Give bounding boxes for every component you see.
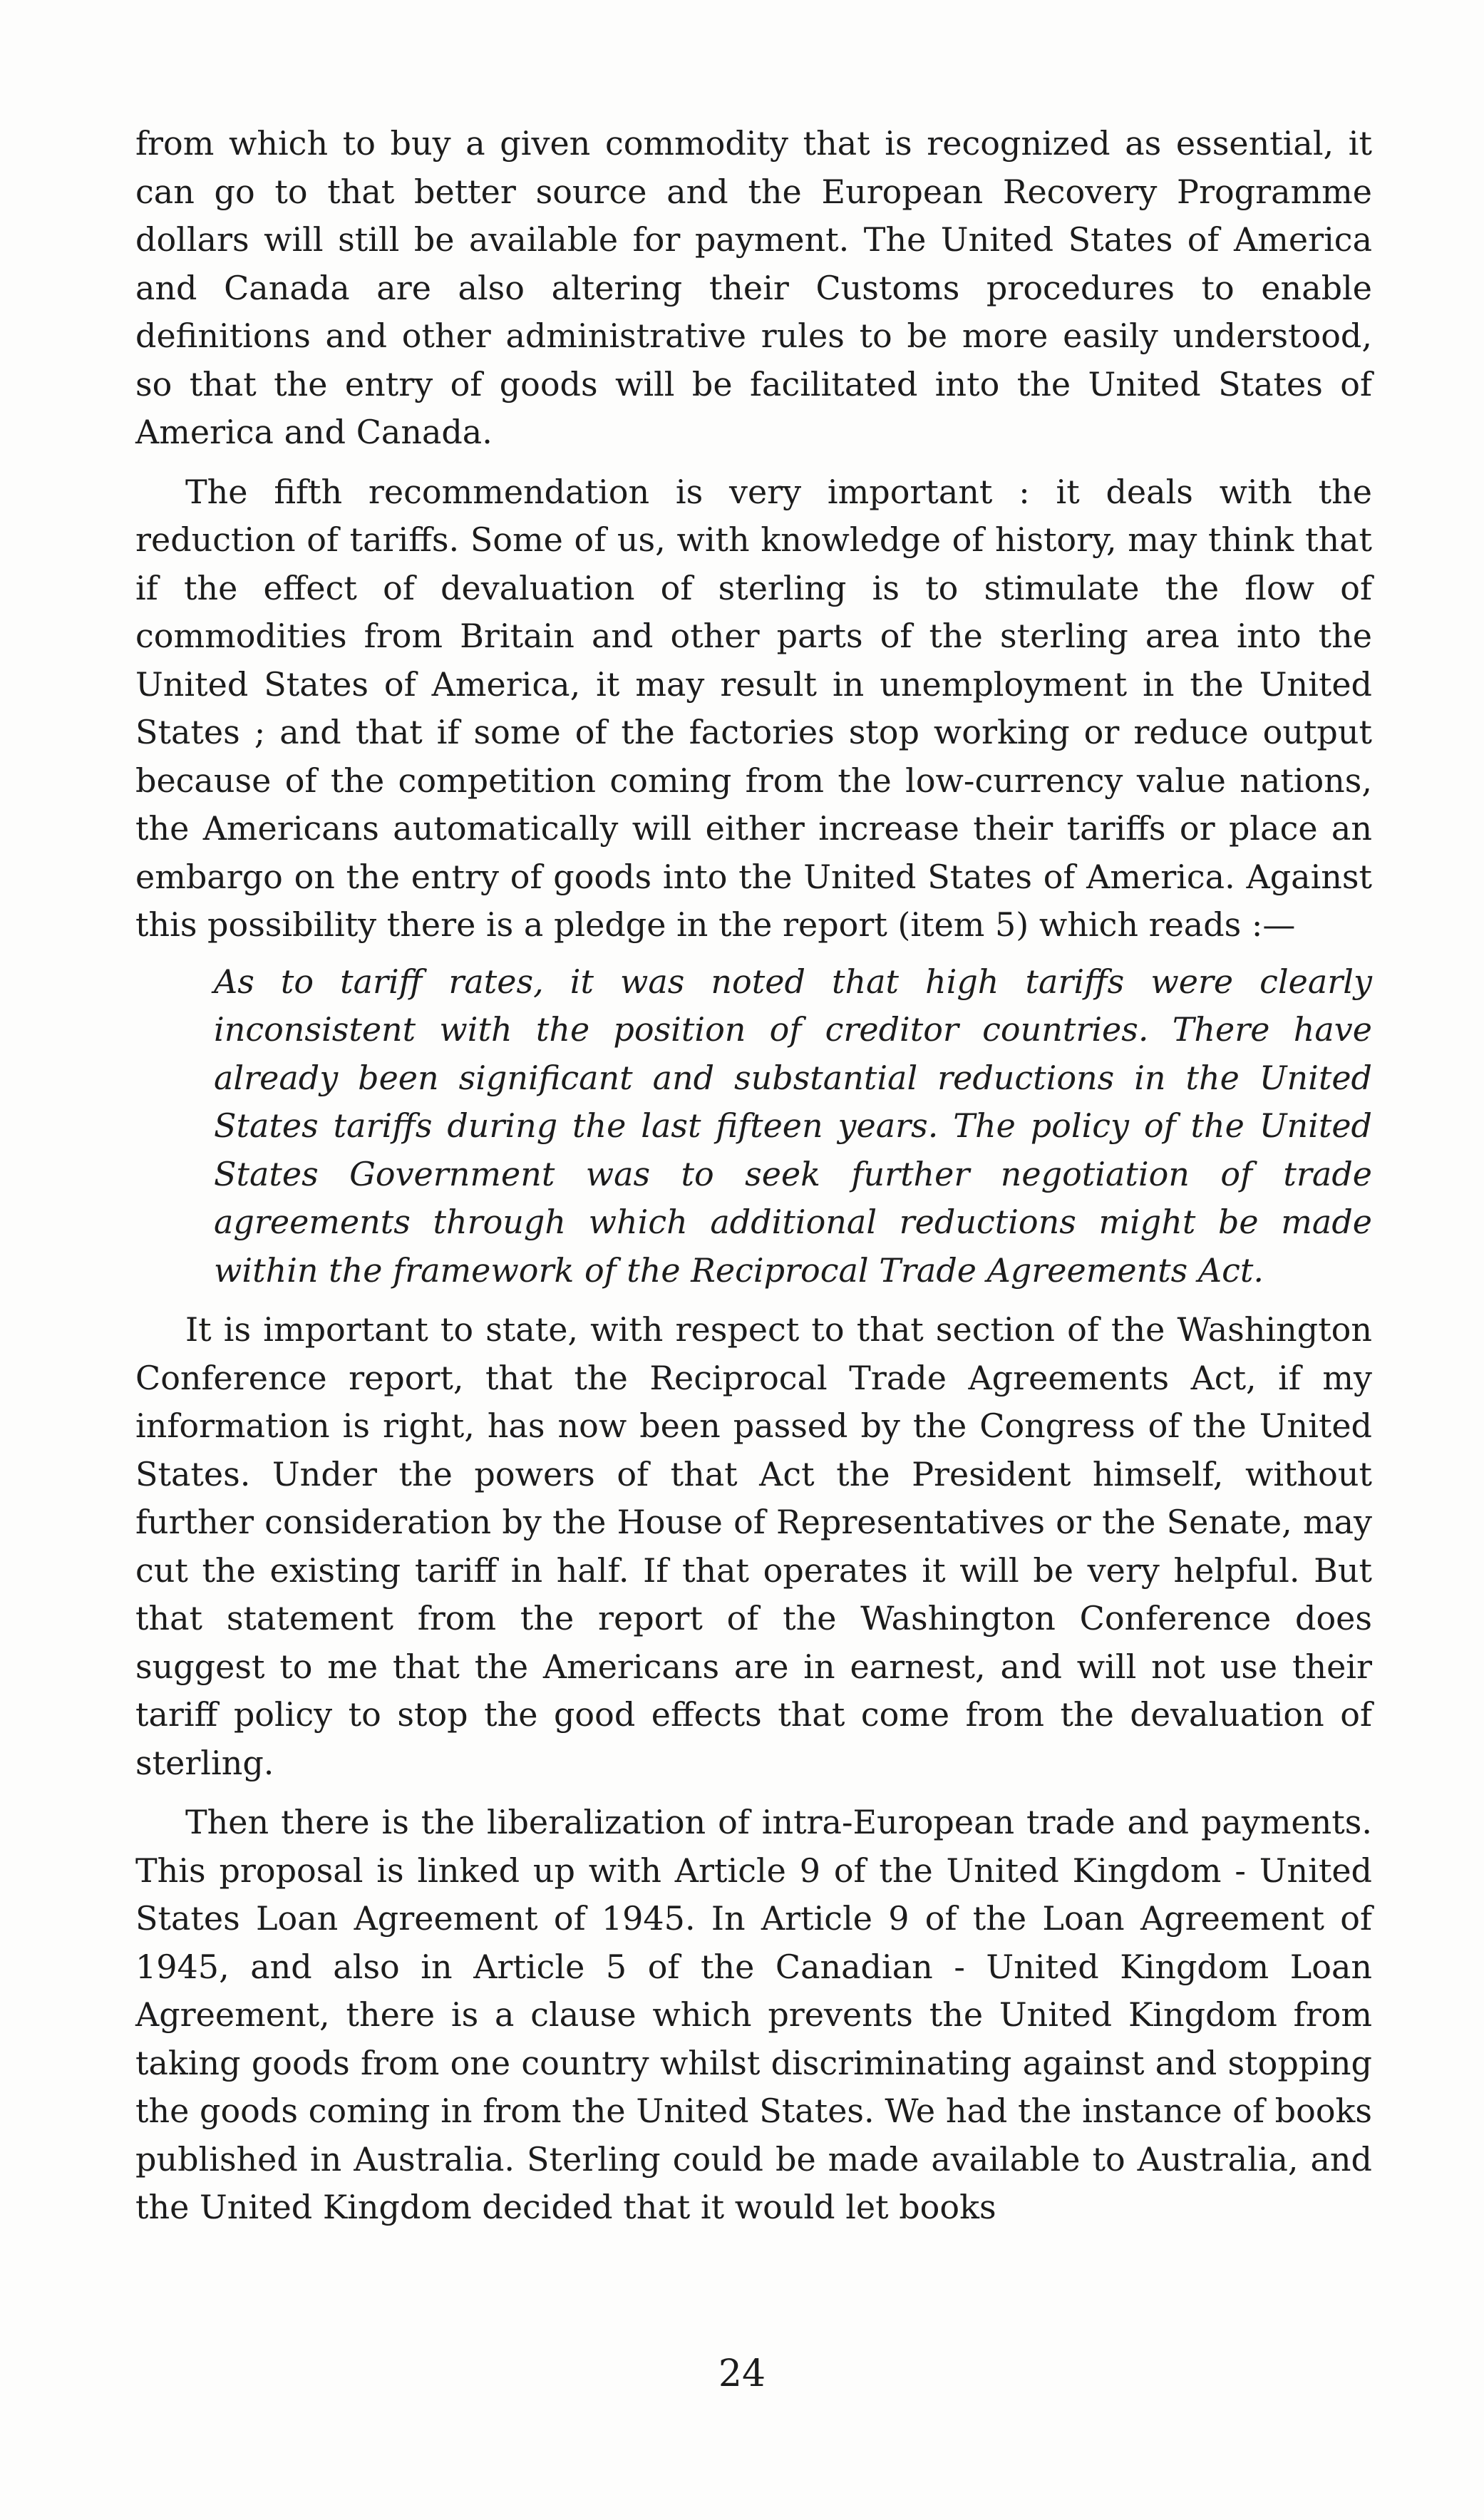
paragraph-fifth-recommendation: The fifth recommendation is very important : it deals with the reduction of tariffs. Some of us, with knowledge of history, may think that if the effect of devaluation of sterling is to stimulate the flow of commodities from Britain and other parts of the sterling area into the United States of America, it may result in unemployment in the United States ; and that if some of the factories stop working or reduce output because of the competition coming from the low-currency value nations, the Americans automatically will either increase their tariffs or place an embargo on the entry of goods into the United States of America. Against this possibility there is a pledge in the report (item 5) which reads :—	[135, 472, 1372, 944]
body-text	[135, 120, 1372, 2232]
paragraph-liberalization: Then there is the liberalization of intra-European trade and payments. This proposal is linked up with Article 9 of the United Kingdom - United States Loan Agreement of 1945. In Article 9 of the Loan Agreement of 1945, and also in Article 5 of the Canadian - United Kingdom Loan Agreement, there is a clause which prevents the United Kingdom from taking goods from one country whilst discriminating against and stopping the goods coming in from the United States. We had the instance of books published in Australia. Sterling could be made available to Australia, and the United Kingdom decided that it would let books	[135, 1803, 1372, 2226]
block-quote-report: As to tariff rates, it was noted that high tariffs were clearly inconsistent with the position of creditor countries. There have already been significant and substantial reductions in the United States tariffs during the last fifteen years. The policy of the United States Government was to seek further negotiation of trade agreements through which additional reductions might be made within the framework of the Reciprocal Trade Agreements Act.	[214, 962, 1372, 1290]
paragraph-continued: from which to buy a given commodity that is recognized as essential, it can go to that better source and the European Recovery Programme dollars will still be available for payment. The United States of America and Canada are also altering their Customs procedures to enable definitions and other administrative rules to be more easily understood, so that the entry of goods will be facilitated into the United States of America and Canada.	[135, 124, 1372, 451]
page-number: 24	[718, 2352, 766, 2395]
paragraph-reciprocal-trade: It is important to state, with respect to that section of the Washington Conference report, that the Reciprocal Trade Agreements Act, if my information is right, has now been passed by the Congress of the United States. Under the powers of that Act the President himself, without further consideration by the House of Representatives or the Senate, may cut the existing tariff in half. If that operates it will be very helpful. But that statement from the report of the Washington Conference does suggest to me that the Americans are in earnest, and will not use their tariff policy to stop the good effects that come from the devaluation of sterling.	[135, 1310, 1372, 1782]
